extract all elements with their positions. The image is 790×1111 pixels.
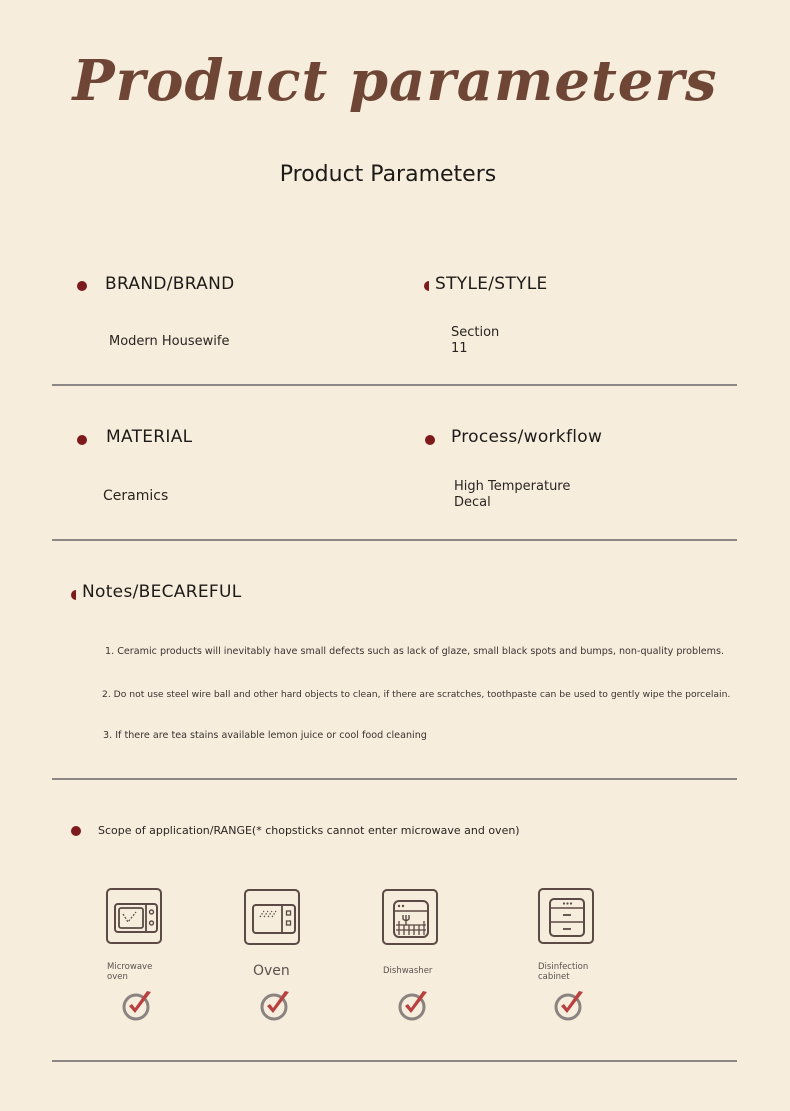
- style-value-line2: 11: [451, 341, 468, 356]
- dishwasher-icon: [382, 889, 438, 945]
- notes-label: Notes/BECAREFUL: [82, 582, 242, 602]
- appliance-label: [383, 966, 432, 976]
- note-item: 2. Do not use steel wire ball and other hard objects to clean, if there are scratches, toothpaste can be used to gently wipe the porcelain.: [102, 689, 731, 700]
- oven-icon: [244, 889, 300, 945]
- appliance-label-line1: Microwave: [107, 962, 153, 972]
- appliance-label-line2: cabinet: [538, 972, 570, 982]
- disinfection-cabinet-icon: [538, 888, 594, 944]
- process-value-line1: High Temperature: [454, 479, 571, 494]
- appliance-label: [253, 963, 290, 979]
- appliance-label-line1: Oven: [253, 963, 290, 979]
- process-value-line2: Decal: [454, 495, 491, 510]
- style-value: [451, 325, 499, 357]
- divider: [52, 384, 737, 386]
- brand-value: Modern Housewife: [109, 334, 230, 349]
- check-icon: [553, 989, 587, 1023]
- appliance-label-line1: Disinfection: [538, 962, 589, 972]
- appliance-label: [107, 962, 152, 982]
- scope-label: Scope of application/RANGE(* chopsticks cannot enter microwave and oven): [98, 824, 520, 837]
- divider: [52, 778, 737, 780]
- style-value-line1: Section: [451, 325, 500, 340]
- process-label: Process/workflow: [451, 427, 603, 447]
- bullet-dot: [77, 281, 87, 291]
- check-icon: [121, 989, 155, 1023]
- divider: [52, 1060, 737, 1062]
- process-value: [454, 479, 570, 511]
- brand-label: BRAND/BRAND: [105, 274, 235, 294]
- material-label: MATERIAL: [106, 427, 193, 447]
- check-icon: [397, 989, 431, 1023]
- appliance-label: [538, 962, 588, 982]
- appliance-label-line2: oven: [107, 972, 128, 982]
- bullet-dot: [425, 435, 435, 445]
- bullet-dot: [77, 435, 87, 445]
- bullet-dot: [424, 281, 434, 291]
- style-label: STYLE/STYLE: [435, 274, 548, 294]
- divider: [52, 539, 737, 541]
- appliance-label-line1: Dishwasher: [383, 966, 433, 976]
- bullet-dot: [71, 826, 81, 836]
- material-value: Ceramics: [103, 488, 169, 504]
- page-subtitle: Product Parameters: [279, 162, 497, 187]
- bullet-dot: [71, 590, 81, 600]
- microwave-icon: [106, 888, 162, 944]
- check-icon: [259, 989, 293, 1023]
- note-item: 1. Ceramic products will inevitably have small defects such as lack of glaze, small black spots and bumps, non-quality problems.: [105, 646, 725, 657]
- note-item: 3. If there are tea stains available lemon juice or cool food cleaning: [103, 730, 427, 741]
- script-title: Product parameters: [72, 48, 718, 114]
